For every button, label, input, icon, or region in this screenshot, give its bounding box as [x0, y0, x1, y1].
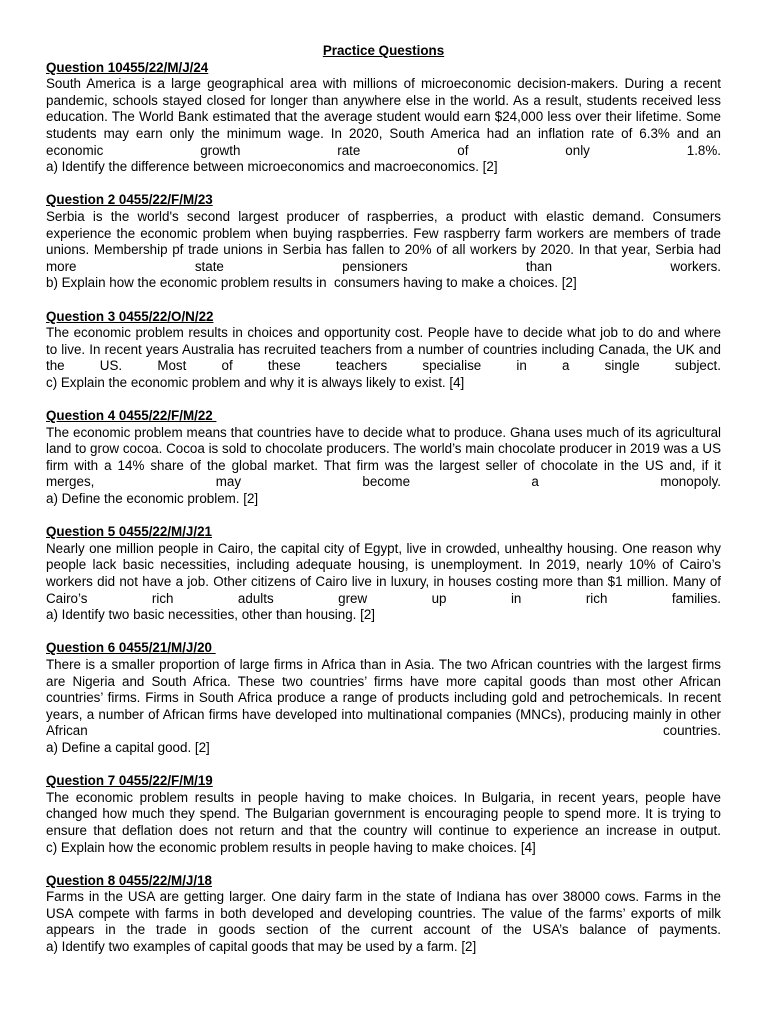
question-heading: Question 5 0455/22/M/J/21 [46, 524, 212, 540]
question-heading: Question 2 0455/22/F/M/23 [46, 192, 213, 208]
question-passage: The economic problem results in choices and opportunity cost. People have to decide what job to do and where to live. In recent years Australia has recruited teachers from a number of countries including Canada, the UK and the US. Most of these teachers specialise in a single subject. [46, 325, 721, 374]
question-heading: Question 3 0455/22/O/N/22 [46, 308, 214, 324]
page-title: Practice Questions [322, 43, 445, 58]
question-task: c) Explain the economic problem and why it is always likely to exist. [4] [46, 374, 465, 390]
question-task: a) Identify the difference between microeconomics and macroeconomics. [2] [46, 159, 498, 175]
question-passage: There is a smaller proportion of large firms in Africa than in Asia. The two African countries with the largest firms are Nigeria and South Africa. These two countries’ firms have more capital goods than most other African countries’ firms. Firms in South Africa produce a range of products including gold and petrochemicals. In recent years, a number of African firms have developed into multinational companies (MNCs), producing mainly in other African countries. [46, 656, 721, 739]
question-heading: Question 7 0455/22/F/M/19 [46, 773, 213, 789]
question-passage: Farms in the USA are getting larger. One dairy farm in the state of Indiana has over 38000 cows. Farms in the USA compete with farms in both developed and developing countries. The value of the farms’ exports of milk appears in the trade in goods section of the current account of the USA’s balance of payments. [46, 889, 721, 938]
document-page [46, 43, 721, 972]
question-4 [46, 408, 721, 508]
question-heading: Question 10455/22/M/J/24 [46, 59, 209, 75]
question-task: c) Explain how the economic problem results in people having to make choices. [4] [46, 839, 536, 855]
question-2 [46, 192, 721, 292]
question-passage: Nearly one million people in Cairo, the capital city of Egypt, live in crowded, unhealthy housing. One reason why people lack basic necessities, including adequate housing, is unemployment. In 2019, nearly 10% of Cairo’s workers did not have a job. Other citizens of Cairo live in luxury, in houses costing more than $1 million. Many of Cairo’s rich adults grew up in rich families. [46, 540, 721, 606]
question-passage: Serbia is the world's second largest producer of raspberries, a product with elastic demand. Consumers experience the economic problem when buying raspberries. Few raspberry farm workers are members of trade unions. Membership pf trade unions in Serbia has fallen to 20% of all workers by 2020. In that year, Serbia had more state pensioners than workers. [46, 208, 721, 274]
question-task: a) Identify two examples of capital goods that may be used by a farm. [2] [46, 939, 477, 955]
question-task: a) Identify two basic necessities, other than housing. [2] [46, 607, 375, 623]
question-5 [46, 524, 721, 624]
question-passage: The economic problem results in people having to make choices. In Bulgaria, in recent years, people have changed how much they spend. The Bulgarian government is encouraging people to spend more. It is trying to ensure that deflation does not return and that the country will continue to experience an increase in output. [46, 789, 721, 838]
question-7 [46, 773, 721, 856]
question-task: a) Define the economic problem. [2] [46, 491, 259, 507]
question-task: b) Explain how the economic problem results in consumers having to make a choices. [2] [46, 275, 577, 291]
question-heading: Question 8 0455/22/M/J/18 [46, 872, 212, 888]
question-8 [46, 873, 721, 956]
question-heading: Question 4 0455/22/F/M/22 [46, 408, 217, 424]
question-task: a) Define a capital good. [2] [46, 739, 210, 755]
question-3 [46, 309, 721, 392]
question-1 [46, 60, 721, 176]
question-passage: The economic problem means that countries have to decide what to produce. Ghana uses much of its agricultural land to grow cocoa. Cocoa is sold to chocolate producers. The world’s main chocolate producer in 2019 was a US firm with a 14% share of the global market. That firm was the largest seller of chocolate in the US and, if it merges, may become a monopoly. [46, 424, 721, 490]
question-passage: South America is a large geographical area with millions of microeconomic decision-makers. During a recent pandemic, schools stayed closed for longer than anywhere else in the world. As a result, students received less education. The World Bank estimated that the average student would earn $24,000 less over their lifetime. Some students may earn only the minimum wage. In 2020, South America had an inflation rate of 6.3% and an economic growth rate of only 1.8%. [46, 76, 721, 158]
question-6 [46, 640, 721, 756]
question-heading: Question 6 0455/21/M/J/20 [46, 640, 216, 656]
